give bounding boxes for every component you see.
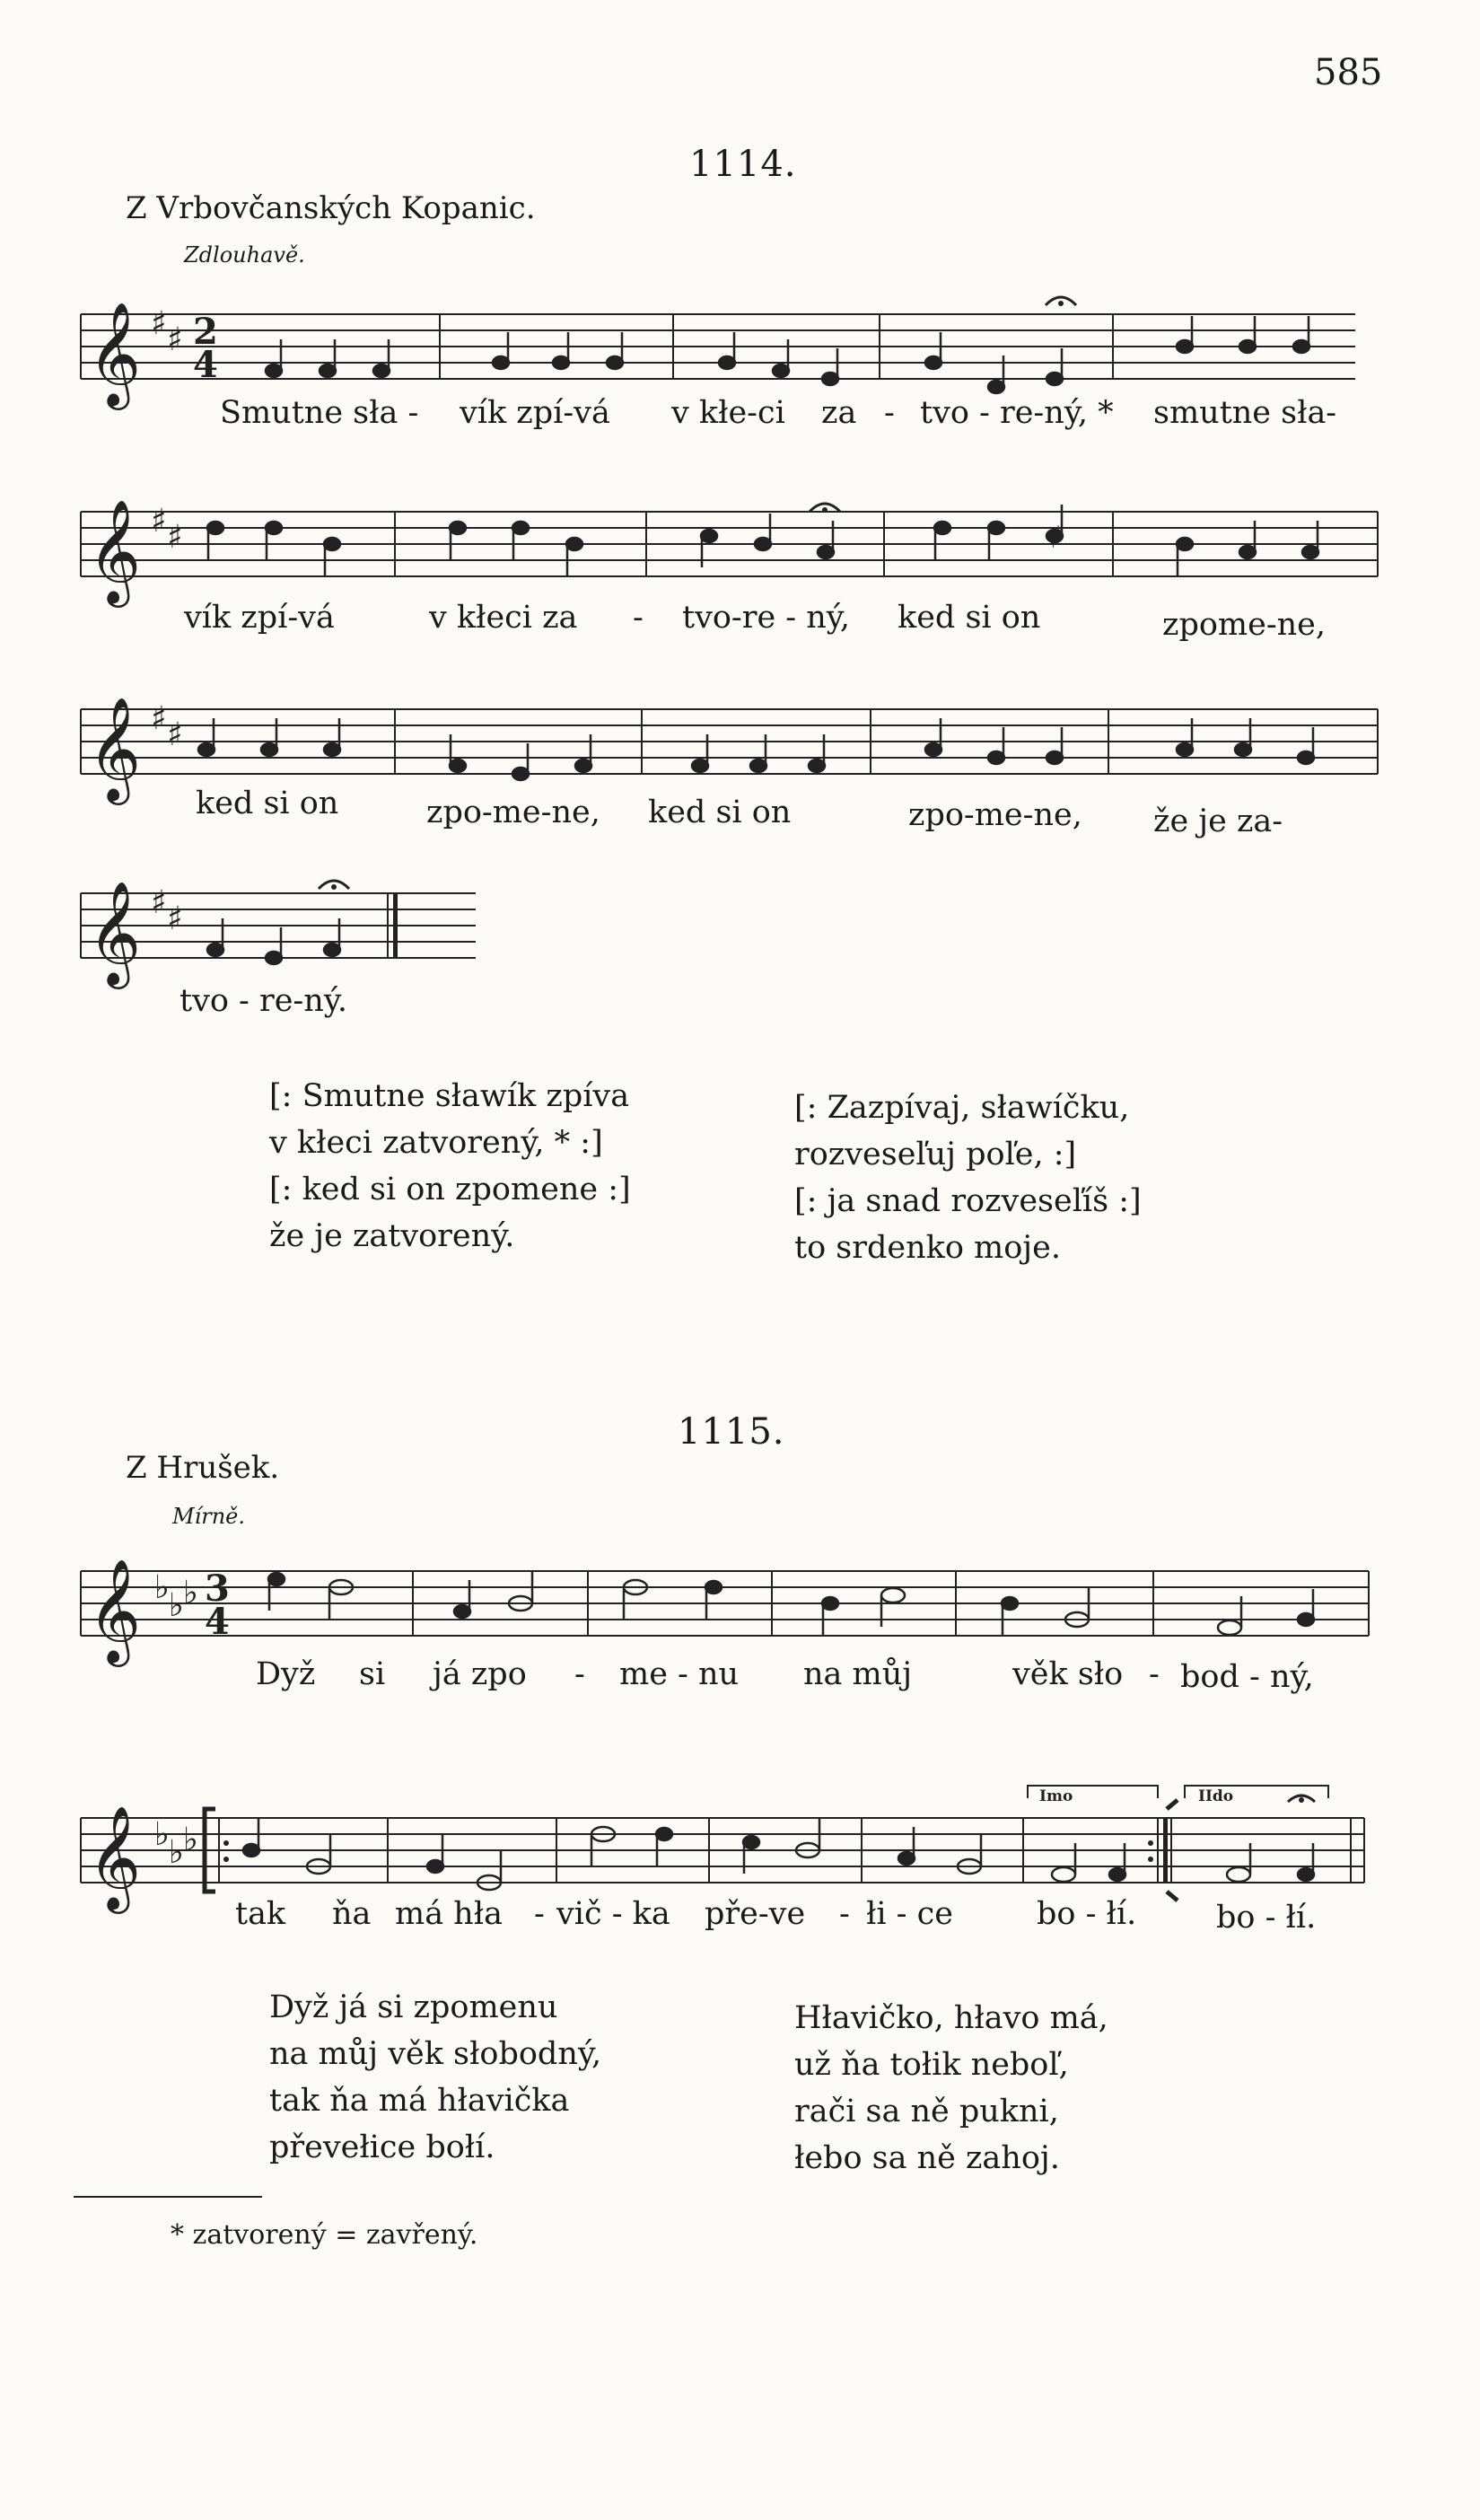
svg-text:♭: ♭: [183, 1822, 198, 1858]
lyric-1114-4-1: tvo - re-ný.: [180, 983, 348, 1019]
verse-line: že je zatvorený.: [269, 1218, 515, 1254]
tempo-marking: Mírně.: [172, 1504, 246, 1529]
lyric-1114-1-4: za: [821, 395, 857, 431]
svg-text:𝄞: 𝄞: [88, 696, 142, 801]
lyric-1114-2-6: zpome-ne,: [1162, 607, 1327, 643]
verse-line: tak ňa má hłavička: [269, 2083, 570, 2119]
lyric-1114-3-5: že je za-: [1153, 803, 1283, 839]
lyric-1114-3-3: ked si on: [648, 795, 792, 830]
svg-text:2: 2: [193, 311, 218, 353]
svg-text:♯: ♯: [151, 503, 167, 540]
verse-1115-2: [794, 1995, 1108, 2182]
svg-text:♯: ♯: [167, 321, 183, 358]
lyric-1115-1-6: na můj: [803, 1656, 913, 1692]
svg-text:♯: ♯: [167, 716, 183, 753]
lyric-1114-2-2: v kłeci za: [429, 600, 578, 636]
lyric-1115-1-8: -: [1149, 1656, 1160, 1692]
verse-line: [: Zazpívaj, sławíčku,: [794, 1090, 1130, 1126]
verse-line: to srdenko moje.: [794, 1230, 1061, 1266]
verse-1114-1: [269, 1073, 631, 1260]
lyric-1115-1-9: bod - ný,: [1180, 1659, 1314, 1695]
svg-text:♭: ♭: [169, 1834, 184, 1871]
page-number: 585: [1314, 52, 1383, 93]
lyric-1115-1-3: já zpo: [433, 1656, 527, 1692]
lyric-1115-2-2: ňa: [332, 1896, 372, 1932]
lyric-1114-1-5: -: [884, 395, 895, 431]
verse-line: rači sa ně pukni,: [794, 2094, 1059, 2129]
lyric-1114-1-6: tvo - re-ný, *: [920, 395, 1114, 431]
lyric-1115-2-8: łi - ce: [866, 1896, 953, 1932]
svg-text:𝄞: 𝄞: [88, 1804, 142, 1910]
svg-text:♯: ♯: [151, 700, 167, 737]
lyric-1115-2-4: -: [534, 1896, 545, 1932]
verse-1114-2: [794, 1084, 1142, 1271]
svg-text:♯: ♯: [1048, 520, 1064, 556]
lyric-1114-2-4: tvo-re - ný,: [682, 600, 851, 636]
svg-text:♯: ♯: [151, 305, 167, 342]
verse-line: [: ked si on zpomene :]: [269, 1172, 631, 1207]
staff-1115-2: [72, 1773, 1382, 1908]
tempo-marking: Zdlouhavě.: [184, 242, 305, 268]
staff-1115-1: [72, 1544, 1382, 1661]
lyric-1115-2-1: tak: [235, 1896, 286, 1932]
verse-line: na můj věk słobodný,: [269, 2036, 602, 2072]
svg-text:𝄞: 𝄞: [88, 498, 142, 603]
svg-text:𝄞: 𝄞: [88, 880, 142, 985]
song-origin: Z Vrbovčanských Kopanic.: [126, 190, 536, 226]
lyric-1114-3-2: zpo-me-ne,: [426, 795, 600, 830]
lyric-1114-3-4: zpo-me-ne,: [908, 797, 1082, 833]
staff-1114-1: [72, 287, 1364, 404]
lyric-1114-2-3: -: [633, 600, 644, 636]
verse-line: v kłeci zatvorený, * :]: [269, 1125, 603, 1161]
lyric-1114-1-2: vík zpí-vá: [460, 395, 610, 431]
staff-1114-2: [72, 485, 1364, 601]
staff-1114-4: [72, 866, 485, 983]
lyric-1115-1-7: věk sło: [1012, 1656, 1124, 1692]
verse-line: [: ja snad rozveseľíš :]: [794, 1183, 1142, 1219]
lyric-1115-1-4: -: [574, 1656, 585, 1692]
svg-text:𝄞: 𝄞: [88, 1558, 142, 1663]
verse-1115-1: [269, 1984, 601, 2171]
lyric-1114-2-5: ked si on: [898, 600, 1041, 636]
verse-line: převełice bołí.: [269, 2129, 495, 2165]
song-number-1114: 1114.: [689, 144, 797, 185]
volta-2-label: IIdo: [1198, 1787, 1234, 1805]
svg-text:♭: ♭: [154, 1816, 170, 1853]
lyric-1115-1-2: si: [359, 1656, 386, 1692]
song-number-1115: 1115.: [678, 1411, 785, 1453]
lyric-1114-2-1: vík zpí-vá: [184, 600, 335, 636]
song-origin: Z Hrušek.: [126, 1450, 280, 1486]
lyric-1115-1-1: Dyž: [256, 1656, 316, 1692]
volta-1-label: Imo: [1039, 1787, 1073, 1805]
svg-text:♭: ♭: [183, 1575, 198, 1611]
svg-text:♯: ♯: [167, 900, 183, 937]
footnote: * zatvorený = zavřený.: [171, 2219, 478, 2251]
lyric-1115-2-3: má hła: [395, 1896, 503, 1932]
verse-line: už ňa tołik neboľ,: [794, 2047, 1069, 2083]
verse-line: łebo sa ně zahoj.: [794, 2140, 1060, 2176]
svg-text:♯: ♯: [167, 519, 183, 556]
lyric-1114-1-1: Smutne sła -: [220, 395, 419, 431]
lyric-1115-2-10: bo - łí.: [1216, 1900, 1317, 1936]
lyric-1114-1-3: v kłe-ci: [671, 395, 785, 431]
verse-line: [: Smutne sławík zpíva: [269, 1078, 630, 1114]
lyric-1114-3-1: ked si on: [196, 786, 339, 821]
verse-line: Hłavičko, hłavo má,: [794, 2000, 1108, 2036]
lyric-1115-2-9: bo - łí.: [1037, 1896, 1137, 1932]
svg-text:𝄞: 𝄞: [88, 301, 142, 406]
lyric-1114-1-7: smutne sła-: [1153, 395, 1337, 431]
svg-text:♭: ♭: [169, 1587, 184, 1624]
svg-text:4: 4: [193, 344, 218, 386]
svg-text:4: 4: [205, 1601, 230, 1643]
svg-text:♯: ♯: [151, 884, 167, 921]
verse-line: Dyž já si zpomenu: [269, 1989, 558, 2025]
lyric-1115-2-5: vič - ka: [556, 1896, 670, 1932]
svg-text:3: 3: [205, 1567, 230, 1610]
svg-text:♭: ♭: [154, 1569, 170, 1606]
lyric-1115-1-5: me - nu: [619, 1656, 740, 1692]
footnote-divider: [74, 2196, 262, 2198]
staff-1114-3: [72, 682, 1364, 799]
lyric-1115-2-7: -: [839, 1896, 850, 1932]
lyric-1115-2-6: pře-ve: [705, 1896, 806, 1932]
verse-line: rozveseľuj poľe, :]: [794, 1137, 1077, 1172]
